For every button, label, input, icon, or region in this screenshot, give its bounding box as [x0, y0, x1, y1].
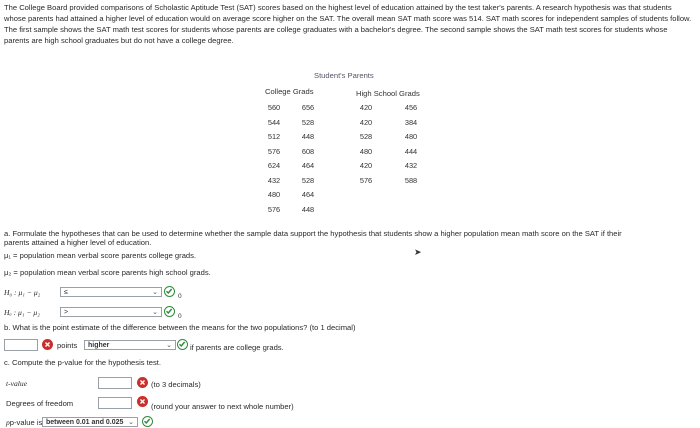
- table-cell: 528: [359, 132, 373, 141]
- points-suffix: if parents are college grads.: [190, 343, 284, 352]
- table-cell: 480: [267, 190, 281, 199]
- table-cell: 588: [404, 175, 418, 185]
- table-cell: 544: [267, 117, 281, 127]
- table-cell: 624: [267, 161, 281, 170]
- h0-operator-select[interactable]: ≤ ⌄: [60, 287, 162, 297]
- table-cell: 576: [359, 175, 373, 185]
- table-cell: 384: [404, 117, 418, 127]
- p-value-range-select[interactable]: between 0.01 and 0.025 ⌄: [42, 417, 138, 427]
- table-cell: 480: [359, 146, 373, 156]
- degrees-of-freedom-label: Degrees of freedom: [6, 399, 74, 408]
- incorrect-x-icon: [137, 377, 148, 388]
- table-cell: 480: [404, 132, 418, 141]
- table-group-header: Student's Parents: [314, 71, 374, 80]
- table-col-hs-header: High School Grads: [356, 89, 420, 98]
- mu2-definition: μ₂ = population mean verbal score parents high school grads.: [4, 268, 211, 277]
- part-b-question: b. What is the point estimate of the difference between the means for the two populations? (to 1 decimal): [4, 323, 356, 332]
- chevron-down-icon: ⌄: [152, 309, 158, 316]
- table-cell: 448: [301, 204, 315, 214]
- points-direction-select[interactable]: higher ⌄: [84, 340, 176, 350]
- table-cell: 420: [359, 161, 373, 170]
- chevron-down-icon: ⌄: [152, 289, 158, 296]
- correct-check-icon: [164, 306, 175, 317]
- chevron-down-icon: ⌄: [128, 419, 134, 426]
- table-cell: 528: [301, 175, 315, 185]
- part-c-question: c. Compute the p-value for the hypothesis test.: [4, 358, 162, 367]
- table-cell: 576: [267, 204, 281, 214]
- correct-check-icon: [177, 339, 188, 350]
- ha-label: Hₐ : μ₁ − μ₂: [4, 308, 40, 317]
- incorrect-x-icon: [42, 339, 53, 350]
- table-cell: 528: [301, 117, 315, 127]
- table-cell: 512: [267, 132, 281, 141]
- mu1-definition: μ₁ = population mean verbal score parents college grads.: [4, 251, 197, 260]
- ha-operator-select[interactable]: > ⌄: [60, 307, 162, 317]
- table-cell: 448: [301, 132, 315, 141]
- t-value-input[interactable]: [98, 377, 132, 389]
- t-value-note: (to 3 decimals): [151, 380, 201, 389]
- table-cell: 464: [301, 161, 315, 170]
- table-cell: 576: [267, 146, 281, 156]
- point-estimate-input[interactable]: [4, 339, 38, 351]
- table-cell: 432: [404, 161, 418, 170]
- chevron-down-icon: ⌄: [166, 342, 172, 349]
- table-cell: 444: [404, 146, 418, 156]
- degrees-of-freedom-note: (round your answer to next whole number): [151, 402, 294, 411]
- problem-intro: The College Board provided comparisons of Scholastic Aptitude Test (SAT) scores based on the highest level of education attained by the test taker's parents. A research hypothesis was that students whose parents had attained a higher level of education would on average score higher on the SAT. The overall mean SAT math score was 514. SAT math scores for independent samples of students follow. The first sample shows the SAT math test scores for students whose parents are college graduates with a bachelor's degree. The second sample shows the SAT math test scores for students whose parents are high school graduates but do not have a college degree.: [4, 3, 692, 45]
- ha-zero: 0: [178, 313, 182, 320]
- table-cell: 560: [267, 103, 281, 112]
- table-cell: 464: [301, 190, 315, 199]
- table-col-college-header: College Grads: [265, 87, 314, 96]
- t-value-label: t-value: [6, 379, 28, 388]
- p-value-label: pp-value is: [6, 418, 43, 427]
- points-label: points: [57, 341, 78, 350]
- table-cell: 432: [267, 175, 281, 185]
- correct-check-icon: [142, 416, 153, 427]
- table-cell: 420: [359, 103, 373, 112]
- table-cell: 656: [301, 103, 315, 112]
- degrees-of-freedom-input[interactable]: [98, 397, 132, 409]
- table-cell: 420: [359, 117, 373, 127]
- table-cell: 456: [404, 103, 418, 112]
- part-a-question: a. Formulate the hypotheses that can be used to determine whether the sample data support the hypothesis that students show a higher population mean math score on the SAT if their parents attained a higher level of education.: [4, 229, 622, 247]
- table-cell: 608: [301, 146, 315, 156]
- correct-check-icon: [164, 286, 175, 297]
- h0-label: H₀ : μ₁ − μ₂: [4, 288, 41, 297]
- cursor-icon: ➤: [414, 247, 422, 257]
- incorrect-x-icon: [137, 396, 148, 407]
- h0-zero: 0: [178, 293, 182, 300]
